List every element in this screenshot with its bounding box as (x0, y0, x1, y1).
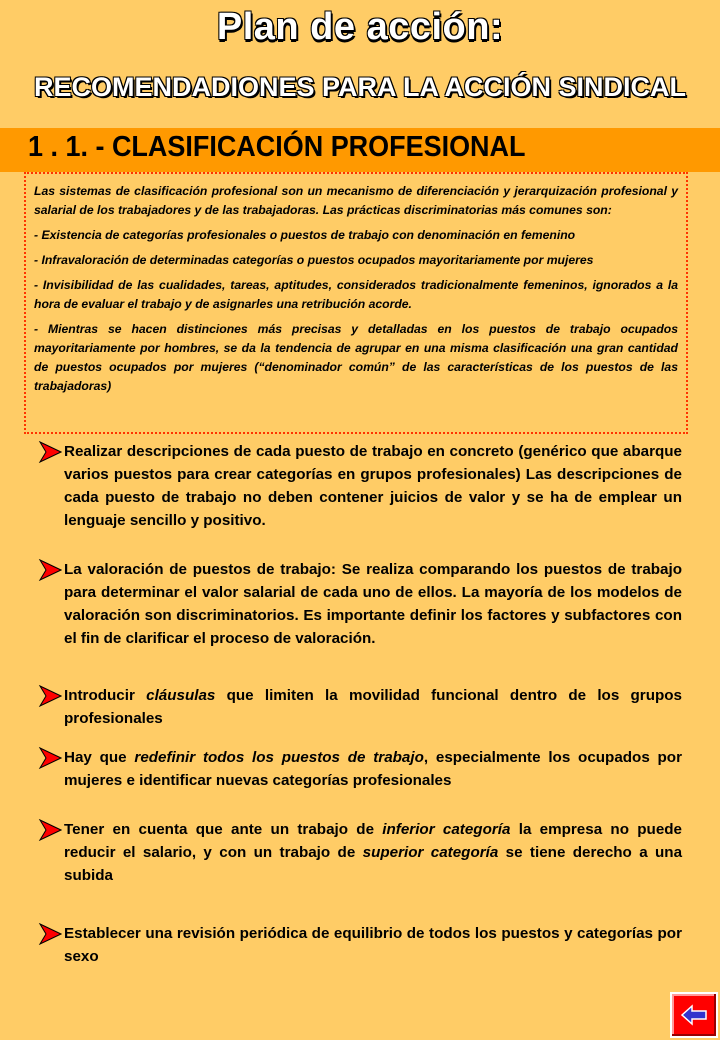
list-item-emphasis: redefinir todos los puestos de trabajo (134, 749, 424, 766)
list-item-emphasis: superior categoría (362, 844, 499, 861)
arrow-bullet-icon (38, 819, 62, 841)
arrow-bullet-icon (38, 747, 62, 769)
list-item-text: Introducir (64, 687, 147, 704)
list-item-text: Establecer una revisión periódica de equilibrio de todos los puestos y categorías por sexo (64, 925, 682, 965)
arrow-bullet-icon (38, 441, 62, 463)
intro-item: - Existencia de categorías profesionales o puestos de trabajo con denominación en femenino (34, 228, 576, 242)
list-item (38, 746, 682, 818)
page-title: Plan de acción: (216, 6, 504, 48)
list-item (38, 440, 682, 558)
arrow-bullet-icon (38, 685, 62, 707)
list-item-text: Realizar descripciones de cada puesto de trabajo en concreto (genérico que abarque varios puestos para crear categorías en grupos profesionales) Las descripciones de cada puesto de trabajo no deben contener juicios de valor y se ha de emplear un lenguaje sencillo y positivo. (64, 443, 682, 529)
back-button[interactable] (670, 992, 718, 1038)
list-item (38, 922, 682, 968)
intro-paragraph: Las sistemas de clasificación profesional son un mecanismo de diferenciación y jerarquización profesional y salarial de los trabajadores y de las trabajadoras. Las prácticas discriminatorias más comunes son: (34, 184, 678, 217)
intro-box (24, 172, 688, 434)
list-item-text: la empresa no puede reducir el salario, y con un trabajo de (64, 821, 682, 861)
list-item-text: Hay que (64, 749, 135, 766)
intro-item: - Infravaloración de determinadas categorías o puestos ocupados mayoritariamente por mujeres (34, 253, 594, 267)
list-item (38, 558, 682, 684)
recommendations-list (38, 440, 682, 968)
list-item-emphasis: cláusulas (146, 687, 216, 704)
list-item-emphasis: inferior categoría (382, 821, 511, 838)
list-item-text: , especialmente los ocupados por mujeres e identificar nuevas categorías profesionales (64, 749, 682, 789)
list-item-text: Tener en cuenta que ante un trabajo de (64, 821, 383, 838)
page-subtitle: RECOMENDADIONES PARA LA ACCIÓN SINDICAL (33, 72, 686, 102)
arrow-bullet-icon (38, 559, 62, 581)
intro-item: - Invisibilidad de las cualidades, tareas, aptitudes, considerados tradicionalmente femeninos, ignorados a la hora de evaluar el trabajo y de asignarles una retribución acorde. (34, 278, 678, 311)
back-arrow-icon (681, 1004, 707, 1026)
intro-item: - Mientras se hacen distinciones más precisas y detalladas en los puestos de trabajo ocupados mayoritariamente por hombres, se da la tendencia de agrupar en una misma clasificación una gran cantidad de puestos ocupados por mujeres (“denominador común” de las características de los puestos de las trabajadoras) (34, 322, 678, 393)
list-item-text: se tiene derecho a una subida (64, 844, 683, 884)
list-item (38, 684, 682, 746)
list-item (38, 818, 682, 922)
list-item-text: La valoración de puestos de trabajo: Se realiza comparando los puestos de trabajo para determinar el valor salarial de cada uno de ellos. La mayoría de los modelos de valoración son discriminatorios. Es importante definir los factores y subfactores con el fin de clarificar el proceso de valoración. (64, 561, 682, 647)
arrow-bullet-icon (38, 923, 62, 945)
list-item-text: que limiten la movilidad funcional dentro de los grupos profesionales (64, 687, 682, 727)
section-title: 1 . 1. - CLASIFICACIÓN PROFESIONAL (28, 131, 526, 163)
